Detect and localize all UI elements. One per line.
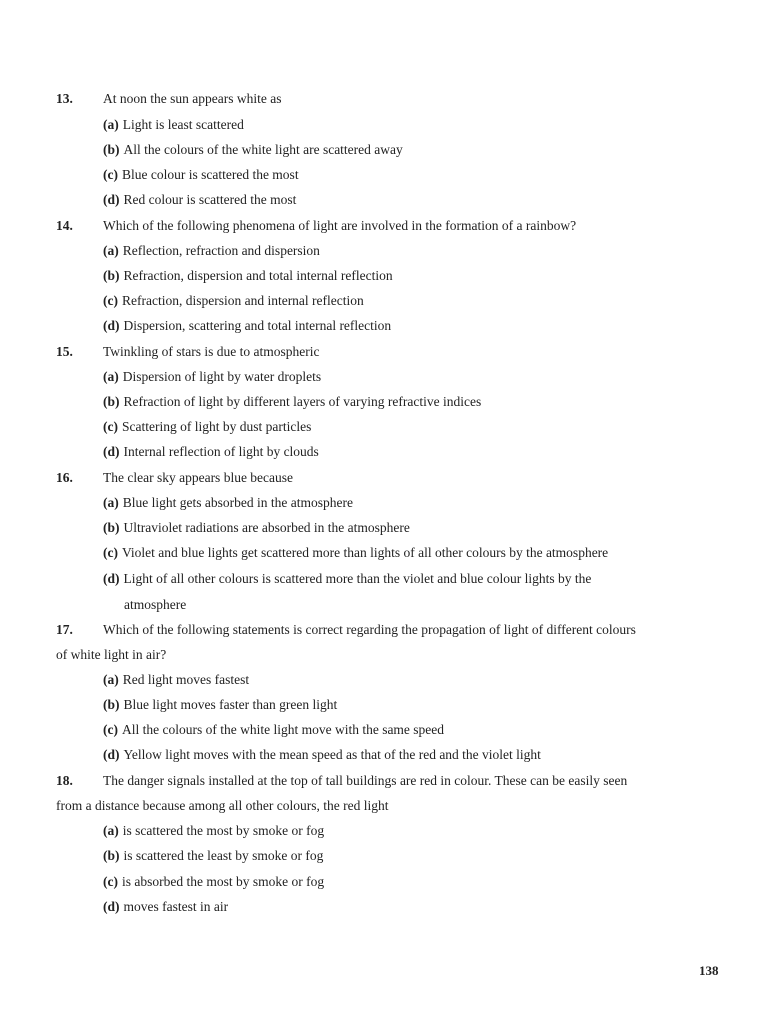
option: [103, 141, 403, 159]
option-text: Dispersion, scattering and total internal reflection: [123, 318, 392, 333]
question-text: At noon the sun appears white as: [103, 91, 282, 106]
option-text-continuation: atmosphere: [124, 597, 187, 612]
option: [103, 519, 410, 537]
option: [103, 494, 353, 512]
option-letter: (b): [103, 142, 120, 157]
option-text: Red colour is scattered the most: [123, 192, 297, 207]
option: [103, 898, 228, 916]
option: [103, 242, 320, 260]
page-number: 138: [699, 963, 719, 978]
option-text: is scattered the least by smoke or fog: [123, 848, 324, 863]
question-number: 16.: [56, 470, 73, 485]
option-text: is scattered the most by smoke or fog: [122, 823, 325, 838]
option: [103, 873, 324, 891]
option: [103, 292, 364, 310]
option-letter: (d): [103, 571, 120, 586]
option: [103, 721, 444, 739]
question-text: The clear sky appears blue because: [103, 470, 294, 485]
option-text: is absorbed the most by smoke or fog: [121, 874, 325, 889]
option-text: Light is least scattered: [122, 117, 244, 132]
question-text: Which of the following statements is correct regarding the propagation of light of different colours: [103, 622, 636, 637]
question-number: 17.: [56, 622, 73, 637]
option: [103, 418, 311, 436]
option-text: All the colours of the white light move with the same speed: [121, 722, 445, 737]
option: [103, 847, 323, 865]
option: [103, 267, 393, 285]
question-text-continuation: from a distance because among all other colours, the red light: [56, 798, 389, 813]
option-letter: (c): [103, 167, 118, 182]
option: [103, 368, 321, 386]
option: [103, 317, 391, 335]
option-letter: (b): [103, 848, 120, 863]
option-text: Refraction of light by different layers of varying refractive indices: [123, 394, 482, 409]
question-text: Which of the following phenomena of light are involved in the formation of a rainbow?: [103, 218, 577, 233]
option-letter: (a): [103, 243, 119, 258]
option-text: Scattering of light by dust particles: [121, 419, 312, 434]
option-text: Dispersion of light by water droplets: [122, 369, 322, 384]
question-text: Twinkling of stars is due to atmospheric: [103, 344, 320, 359]
option: [103, 570, 591, 588]
option-text: Refraction, dispersion and total internal reflection: [123, 268, 393, 283]
option-text: Ultraviolet radiations are absorbed in the atmosphere: [123, 520, 410, 535]
option-text: Reflection, refraction and dispersion: [122, 243, 320, 258]
option: [103, 746, 541, 764]
option-letter: (b): [103, 268, 120, 283]
option-letter: (a): [103, 369, 119, 384]
option: [103, 671, 249, 689]
option-letter: (d): [103, 444, 120, 459]
question-text-continuation: of white light in air?: [56, 647, 167, 662]
option-letter: (d): [103, 192, 120, 207]
option-letter: (a): [103, 823, 119, 838]
option: [103, 166, 299, 184]
option-letter: (c): [103, 545, 118, 560]
option-text: Blue colour is scattered the most: [121, 167, 299, 182]
option-text: Violet and blue lights get scattered more than lights of all other colours by the atmosphere: [121, 545, 609, 560]
option: [103, 822, 324, 840]
question-number: 14.: [56, 218, 73, 233]
option: [103, 116, 244, 134]
option-text: Blue light moves faster than green light: [123, 697, 338, 712]
option-letter: (b): [103, 697, 120, 712]
option-text: Internal reflection of light by clouds: [123, 444, 319, 459]
option-letter: (c): [103, 293, 118, 308]
option-letter: (a): [103, 117, 119, 132]
option-text: Light of all other colours is scattered more than the violet and blue colour lights by the: [123, 571, 592, 586]
option-letter: (a): [103, 672, 119, 687]
option-text: Yellow light moves with the mean speed as that of the red and the violet light: [123, 747, 541, 762]
option-letter: (c): [103, 419, 118, 434]
option: [103, 191, 296, 209]
question-text: The danger signals installed at the top of tall buildings are red in colour. These can be easily seen: [103, 773, 628, 788]
option: [103, 443, 319, 461]
option: [103, 393, 481, 411]
question-number: 18.: [56, 773, 73, 788]
option-text: Refraction, dispersion and internal reflection: [121, 293, 364, 308]
option-letter: (d): [103, 318, 120, 333]
option-letter: (c): [103, 722, 118, 737]
option-letter: (b): [103, 394, 120, 409]
option-text: All the colours of the white light are scattered away: [123, 142, 403, 157]
question-number: 15.: [56, 344, 73, 359]
option-letter: (b): [103, 520, 120, 535]
question-number: 13.: [56, 91, 73, 106]
option: [103, 696, 337, 714]
option-letter: (d): [103, 899, 120, 914]
option: [103, 544, 608, 562]
option-text: Blue light gets absorbed in the atmosphere: [122, 495, 353, 510]
option-text: Red light moves fastest: [122, 672, 250, 687]
option-letter: (c): [103, 874, 118, 889]
option-letter: (d): [103, 747, 120, 762]
option-text: moves fastest in air: [123, 899, 229, 914]
option-letter: (a): [103, 495, 119, 510]
